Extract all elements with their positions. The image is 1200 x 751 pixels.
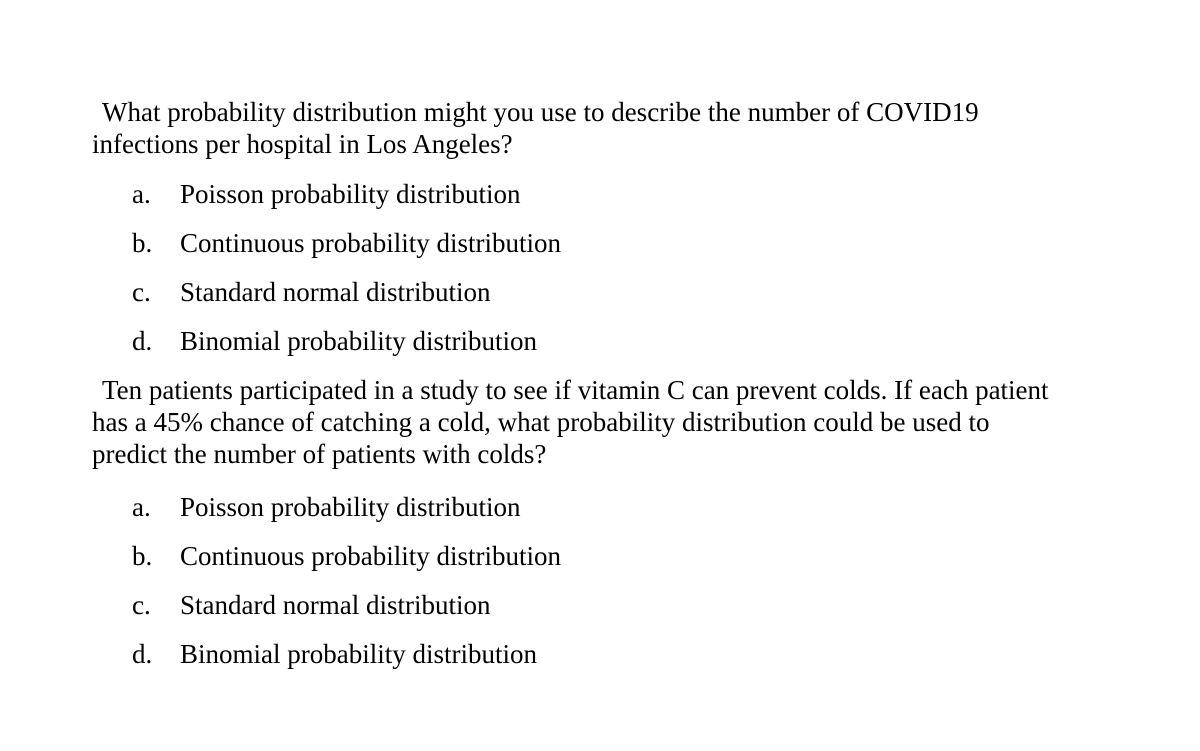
question-line: infections per hospital in Los Angeles?	[92, 129, 513, 159]
option-letter: b.	[132, 541, 153, 571]
question-1-text	[92, 96, 1152, 160]
option-letter: a.	[132, 492, 151, 522]
option-text: Binomial probability distribution	[180, 326, 537, 356]
option-text: Poisson probability distribution	[180, 179, 521, 209]
option-text: Continuous probability distribution	[180, 541, 562, 571]
option-text: Standard normal distribution	[180, 277, 491, 307]
option-letter: d.	[132, 326, 153, 356]
question-line: Ten patients participated in a study to see if vitamin C can prevent colds. If each patient	[102, 375, 1049, 405]
option-letter: a.	[132, 179, 151, 209]
option-letter: d.	[132, 639, 153, 669]
option-letter: c.	[132, 590, 151, 620]
question-line: has a 45% chance of catching a cold, what probability distribution could be used to	[92, 407, 990, 437]
option-letter: b.	[132, 228, 153, 258]
question-line: What probability distribution might you use to describe the number of COVID19	[102, 97, 979, 127]
option-text: Standard normal distribution	[180, 590, 491, 620]
question-line: predict the number of patients with colds?	[92, 439, 547, 469]
option-letter: c.	[132, 277, 151, 307]
option-text: Continuous probability distribution	[180, 228, 562, 258]
option-text: Binomial probability distribution	[180, 639, 537, 669]
option-text: Poisson probability distribution	[180, 492, 521, 522]
question-2-text	[92, 374, 1152, 470]
